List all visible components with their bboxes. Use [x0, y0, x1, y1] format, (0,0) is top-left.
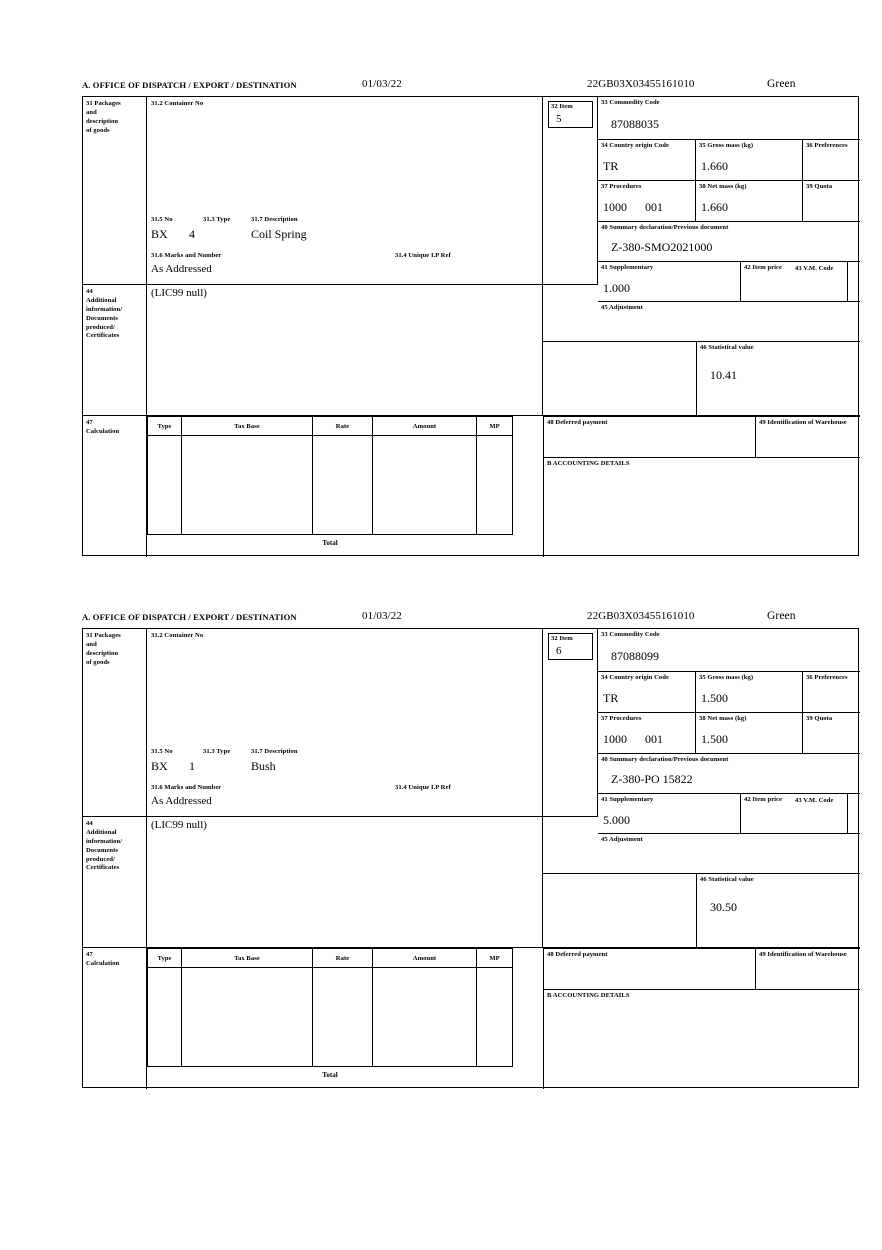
- calc-col-rate: [313, 436, 373, 535]
- box-36-preferences: [803, 140, 860, 181]
- packages-no-label-2: 31.5 No: [151, 748, 173, 755]
- gross-mass-label-2: 35 Gross mass (kg): [699, 674, 754, 681]
- mrn-number: 22GB03X03455161010: [587, 78, 695, 90]
- net-mass-label: 38 Net mass (kg): [699, 183, 747, 190]
- packages-description-value-2: Bush: [251, 759, 276, 773]
- warehouse-label: 49 Identification of Warehouse: [759, 419, 847, 426]
- box-35-gross-mass: [696, 140, 803, 181]
- commodity-code-label-2: 33 Commodity Code: [601, 631, 660, 638]
- calc-header-type-2: Type: [147, 948, 182, 968]
- calc-col-type: [147, 436, 182, 535]
- country-origin-value-2: TR: [603, 691, 619, 705]
- quota-label-2: 39 Quota: [806, 715, 833, 722]
- packages-description-label: 31.7 Description: [251, 216, 298, 223]
- box-45-adjustment: [598, 302, 860, 342]
- box-38-net-mass-2: [696, 713, 803, 754]
- accounting-details-label: B ACCOUNTING DETAILS: [547, 460, 630, 467]
- box-49-warehouse-2: [756, 948, 860, 990]
- mrn-number-2: 22GB03X03455161010: [587, 610, 695, 622]
- box-47-label: 47 Calculation: [83, 416, 147, 557]
- box-48-deferred-payment: [543, 416, 756, 458]
- marks-and-number-label: 31.6 Marks and Number: [151, 252, 222, 259]
- item-price-label-2: 42 Item price: [744, 796, 783, 803]
- packages-description-label-2: 31.7 Description: [251, 748, 298, 755]
- additional-information-value-2: (LIC99 null): [151, 819, 207, 831]
- item-no-box: [548, 101, 593, 128]
- quota-label: 39 Quota: [806, 183, 833, 190]
- procedures-label-2: 37 Procedures: [601, 715, 642, 722]
- commodity-code-label: 33 Commodity Code: [601, 99, 660, 106]
- statistical-value-amount-2: 30.50: [710, 900, 737, 914]
- box-40-previous-document-2: [598, 754, 860, 794]
- previous-document-label: 40 Summary declaration/Previous document: [601, 224, 729, 231]
- previous-document-value-2: Z-380-PO 15822: [611, 772, 693, 786]
- calc-header-rate: Rate: [313, 416, 373, 436]
- previous-document-value: Z-380-SMO2021000: [611, 240, 713, 254]
- country-origin-label: 34 Country origin Code: [601, 142, 669, 149]
- packages-no-value-2: BX: [151, 759, 168, 773]
- statistical-value-amount: 10.41: [710, 368, 737, 382]
- box-45-empty-area-2: [542, 874, 697, 948]
- commodity-code-value-2: 87088099: [611, 649, 659, 663]
- box-34-country-origin-2: [598, 672, 696, 713]
- box-31-goods-area: [147, 97, 543, 285]
- accounting-details-label-2: B ACCOUNTING DETAILS: [547, 992, 630, 999]
- calc-col-taxbase-2: [182, 968, 313, 1067]
- declaration-form-2: [82, 610, 861, 1088]
- form-1-header: [82, 78, 861, 96]
- preferences-label-2: 36 Preferences: [806, 674, 848, 681]
- procedures-label: 37 Procedures: [601, 183, 642, 190]
- item-label-2: 32 Item: [551, 635, 573, 642]
- calculation-table: [147, 416, 543, 557]
- box-44-additional-information-2: [147, 817, 543, 948]
- box-48-deferred-payment-2: [543, 948, 756, 990]
- item-price-label: 42 Item price: [744, 264, 783, 271]
- procedures-value: 1000 001: [603, 200, 663, 214]
- box-45-empty-area: [542, 342, 697, 416]
- packages-type-label: 31.3 Type: [203, 216, 231, 223]
- box-33-commodity-code: [598, 97, 860, 140]
- box-44-additional-information: [147, 285, 543, 416]
- calc-col-mp-2: [477, 968, 513, 1067]
- gross-mass-value: 1.660: [701, 159, 728, 173]
- net-mass-value-2: 1.500: [701, 732, 728, 746]
- calc-col-amount: [373, 436, 477, 535]
- net-mass-value: 1.660: [701, 200, 728, 214]
- supplementary-label-2: 41 Supplementary: [601, 796, 654, 803]
- box-31-label: 31 Packages and description of goods: [83, 97, 147, 285]
- calc-col-mp: [477, 436, 513, 535]
- preferences-label: 36 Preferences: [806, 142, 848, 149]
- calc-col-type-2: [147, 968, 182, 1067]
- item-no-box-2: [548, 633, 593, 660]
- statistical-value-label-2: 46 Statistical value: [700, 876, 754, 883]
- box-b-accounting-details-2: [543, 990, 860, 1089]
- calc-header-amount-2: Amount: [373, 948, 477, 968]
- box-47-label-2: 47 Calculation: [83, 948, 147, 1089]
- route-status-2: Green: [767, 610, 796, 622]
- box-46-statistical-value-2: [696, 874, 860, 948]
- commodity-code-value: 87088035: [611, 117, 659, 131]
- route-status: Green: [767, 78, 796, 90]
- item-no-value: 5: [556, 113, 562, 125]
- box-37-procedures: [598, 181, 696, 222]
- container-no-label: 31.2 Container No: [151, 100, 204, 107]
- item-no-value-2: 6: [556, 645, 562, 657]
- box-32-item-cell-2: [543, 629, 598, 817]
- calc-total-label-2: Total: [322, 1071, 338, 1079]
- packages-type-value-2: 1: [189, 759, 195, 773]
- calc-col-amount-2: [373, 968, 477, 1067]
- calc-header-rate-2: Rate: [313, 948, 373, 968]
- additional-information-value: (LIC99 null): [151, 287, 207, 299]
- box-44-label-2: 44 Additional information/ Documents produced/ Certificates: [83, 817, 147, 948]
- box-38-net-mass: [696, 181, 803, 222]
- packages-type-label-2: 31.3 Type: [203, 748, 231, 755]
- calc-header-taxbase-2: Tax Base: [182, 948, 313, 968]
- adjustment-label-2: 45 Adjustment: [601, 836, 643, 843]
- box-44-spacer: [543, 285, 598, 342]
- supplementary-value-2: 5.000: [603, 813, 630, 827]
- box-46-statistical-value: [696, 342, 860, 416]
- packages-description-value: Coil Spring: [251, 227, 307, 241]
- box-31-label-2: 31 Packages and description of goods: [83, 629, 147, 817]
- box-33-commodity-code-2: [598, 629, 860, 672]
- declaration-form-1: [82, 78, 861, 556]
- form-2-header: [82, 610, 861, 628]
- box-35-gross-mass-2: [696, 672, 803, 713]
- deferred-payment-label: 48 Deferred payment: [547, 419, 608, 426]
- supplementary-value: 1.000: [603, 281, 630, 295]
- box-34-country-origin: [598, 140, 696, 181]
- form-1-box: [82, 96, 859, 556]
- calc-header-mp: MP: [477, 416, 513, 436]
- calc-header-taxbase: Tax Base: [182, 416, 313, 436]
- marks-and-number-label-2: 31.6 Marks and Number: [151, 784, 222, 791]
- box-41-supplementary-2: [598, 794, 741, 834]
- box-31-goods-area-2: [147, 629, 543, 817]
- vm-code-label-2: 43 V.M. Code: [795, 797, 834, 804]
- box-37-procedures-2: [598, 713, 696, 754]
- deferred-payment-label-2: 48 Deferred payment: [547, 951, 608, 958]
- calc-col-taxbase: [182, 436, 313, 535]
- previous-document-label-2: 40 Summary declaration/Previous document: [601, 756, 729, 763]
- box-43-vm-code-2: [795, 794, 860, 834]
- procedures-value-2: 1000 001: [603, 732, 663, 746]
- form-2-box: [82, 628, 859, 1088]
- vm-code-label: 43 V.M. Code: [795, 265, 834, 272]
- unique-ip-ref-label-2: 31.4 Unique I.P Ref: [395, 784, 451, 791]
- calc-header-amount: Amount: [373, 416, 477, 436]
- box-41-supplementary: [598, 262, 741, 302]
- office-of-dispatch-label-2: A. OFFICE OF DISPATCH / EXPORT / DESTINATION: [82, 612, 297, 622]
- box-39-quota: [803, 181, 860, 222]
- supplementary-label: 41 Supplementary: [601, 264, 654, 271]
- box-44-label: 44 Additional information/ Documents produced/ Certificates: [83, 285, 147, 416]
- country-origin-value: TR: [603, 159, 619, 173]
- office-of-dispatch-label: A. OFFICE OF DISPATCH / EXPORT / DESTINATION: [82, 80, 297, 90]
- calculation-table-2: [147, 948, 543, 1089]
- box-b-accounting-details: [543, 458, 860, 557]
- packages-no-value: BX: [151, 227, 168, 241]
- marks-and-number-value: As Addressed: [151, 263, 212, 275]
- box-49-warehouse: [756, 416, 860, 458]
- adjustment-label: 45 Adjustment: [601, 304, 643, 311]
- packages-type-value: 4: [189, 227, 195, 241]
- box-44-spacer-2: [543, 817, 598, 874]
- marks-and-number-value-2: As Addressed: [151, 795, 212, 807]
- item-label: 32 Item: [551, 103, 573, 110]
- gross-mass-label: 35 Gross mass (kg): [699, 142, 754, 149]
- warehouse-label-2: 49 Identification of Warehouse: [759, 951, 847, 958]
- box-40-previous-document: [598, 222, 860, 262]
- packages-no-label: 31.5 No: [151, 216, 173, 223]
- box-45-adjustment-2: [598, 834, 860, 874]
- gross-mass-value-2: 1.500: [701, 691, 728, 705]
- calc-header-mp-2: MP: [477, 948, 513, 968]
- box-36-preferences-2: [803, 672, 860, 713]
- box-39-quota-2: [803, 713, 860, 754]
- declaration-date: 01/03/22: [362, 78, 402, 90]
- country-origin-label-2: 34 Country origin Code: [601, 674, 669, 681]
- unique-ip-ref-label: 31.4 Unique I.P Ref: [395, 252, 451, 259]
- net-mass-label-2: 38 Net mass (kg): [699, 715, 747, 722]
- statistical-value-label: 46 Statistical value: [700, 344, 754, 351]
- calc-header-type: Type: [147, 416, 182, 436]
- calc-total-label: Total: [322, 539, 338, 547]
- calc-col-rate-2: [313, 968, 373, 1067]
- container-no-label-2: 31.2 Container No: [151, 632, 204, 639]
- box-43-vm-code: [795, 262, 860, 302]
- declaration-date-2: 01/03/22: [362, 610, 402, 622]
- box-32-item-cell: [543, 97, 598, 285]
